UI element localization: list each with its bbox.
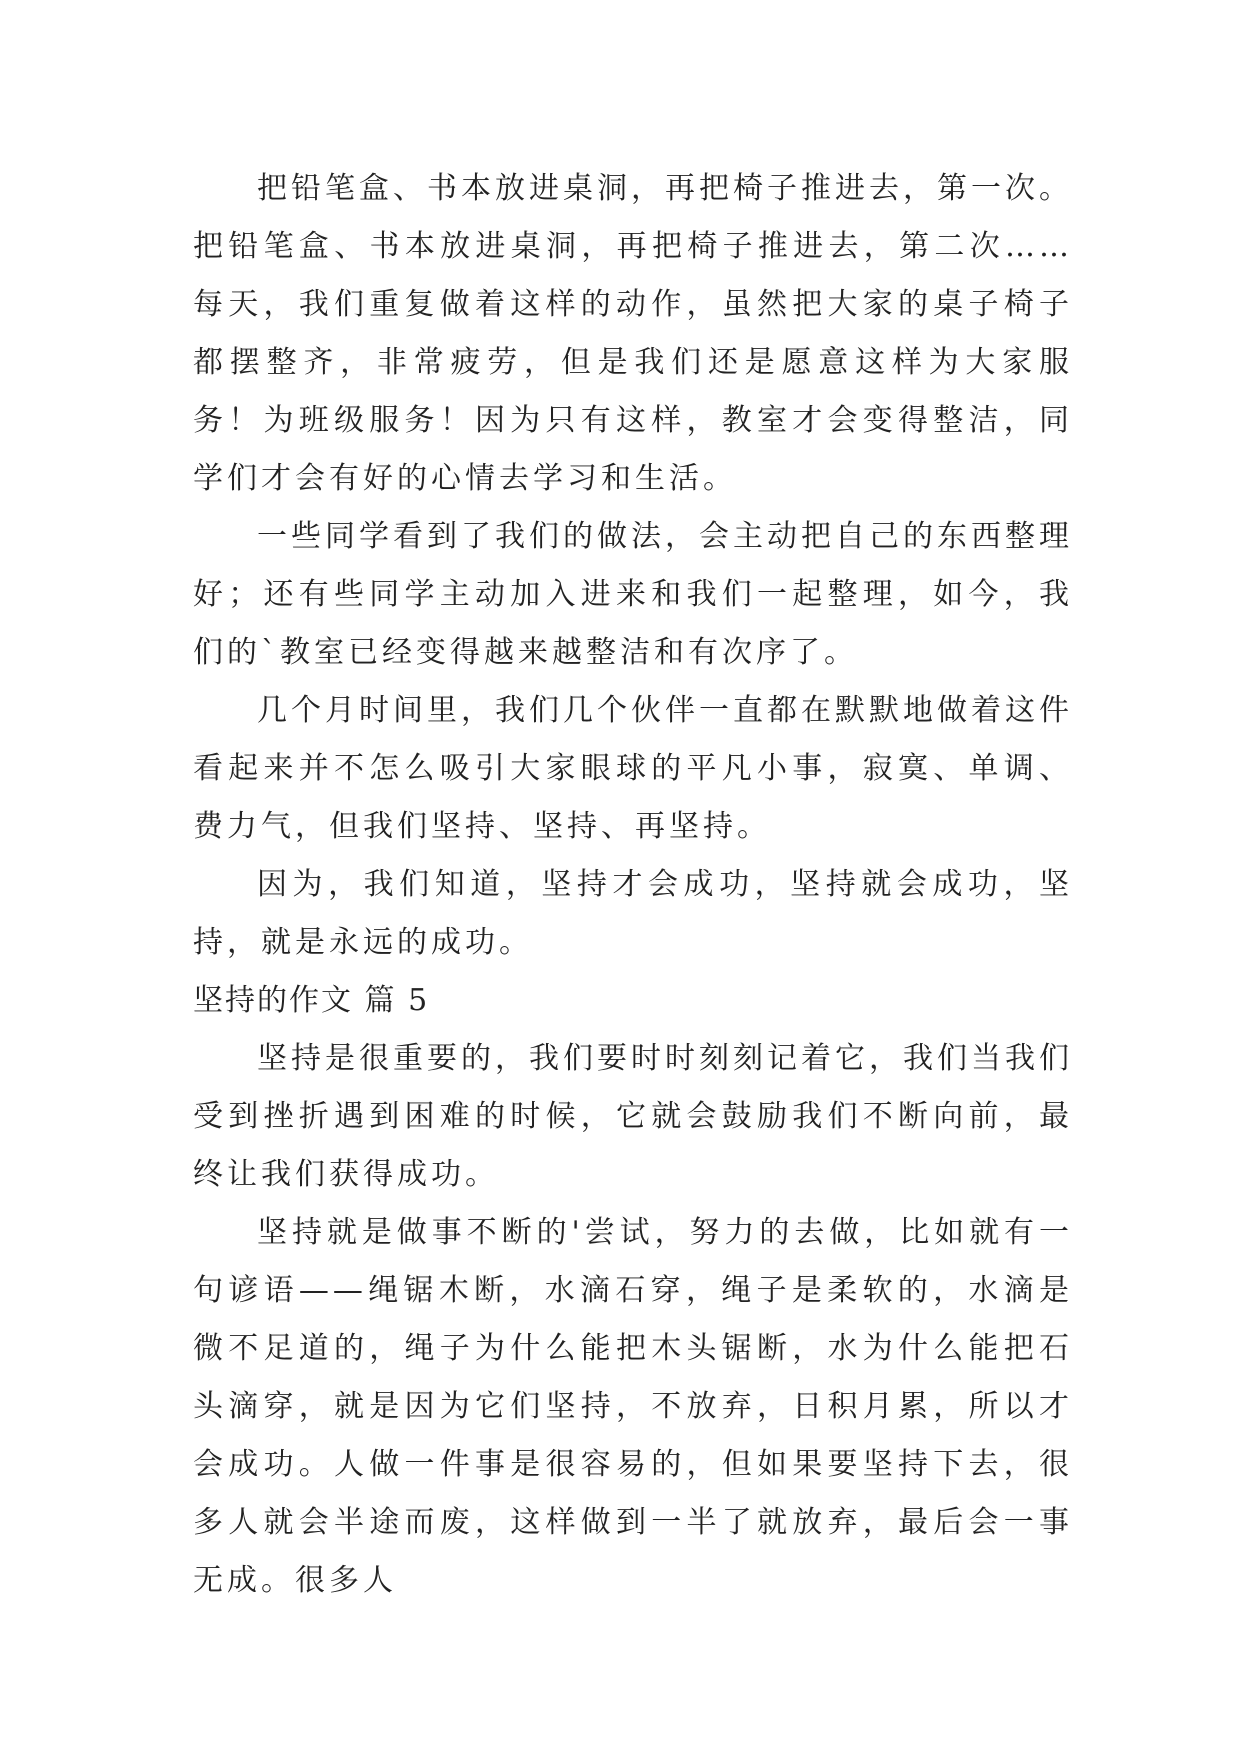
paragraph-persistence-important: 坚持是很重要的，我们要时时刻刻记着它，我们当我们受到挫折遇到困难的时候，它就会鼓励我们不断向前，最终让我们获得成功。 — [193, 1041, 1073, 1192]
section-heading: 坚持的作文 篇 5 — [193, 983, 430, 1018]
paragraph-arranging-desks: 把铅笔盒、书本放进桌洞，再把椅子推进去，第一次。把铅笔盒、书本放进桌洞，再把椅子推进去，第二次……每天，我们重复做着这样的动作，虽然把大家的桌子椅子都摆整齐，非常疲劳，但是我们还是愿意这样为大家服务！为班级服务！因为只有这样，教室才会变得整洁，同学们才会有好的心情去学习和生活。 — [193, 171, 1073, 496]
document-body — [193, 160, 1073, 1610]
paragraph-months-persisting: 几个月时间里，我们几个伙伴一直都在默默地做着这件看起来并不怎么吸引大家眼球的平凡小事，寂寞、单调、费力气，但我们坚持、坚持、再坚持。 — [193, 693, 1073, 844]
paragraph-persistence-proverb: 坚持就是做事不断的'尝试，努力的去做，比如就有一句谚语——绳锯木断，水滴石穿，绳子是柔软的，水滴是微不足道的，绳子为什么能把木头锯断，水为什么能把石头滴穿，就是因为它们坚持，不放弃，日积月累，所以才会成功。人做一件事是很容易的，但如果要坚持下去，很多人就会半途而废，这样做到一半了就放弃，最后会一事无成。很多人 — [193, 1215, 1073, 1598]
paragraph-classmates-join: 一些同学看到了我们的做法，会主动把自己的东西整理好；还有些同学主动加入进来和我们一起整理，如今，我们的`教室已经变得越来越整洁和有次序了。 — [193, 519, 1073, 670]
paragraph-success-conclusion: 因为，我们知道，坚持才会成功，坚持就会成功，坚持，就是永远的成功。 — [193, 867, 1073, 960]
